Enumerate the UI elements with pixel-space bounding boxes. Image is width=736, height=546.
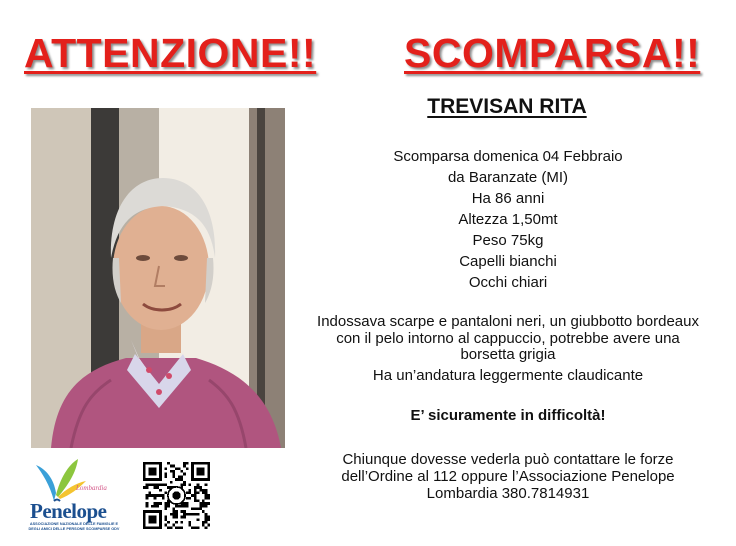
clothing-line: Indossava scarpe e pantaloni neri, un giubbotto bordeaux [317, 313, 699, 330]
headline-attention: ATTENZIONE!! [24, 30, 317, 76]
penelope-logo [24, 455, 124, 540]
logo-subtitle: ASSOCIAZIONE NAZIONALE DELLE FAMIGLIE E DEGLI AMICI DELLE PERSONE SCOMPARSE ODV [28, 522, 120, 531]
logo-name: Penelope [30, 499, 107, 523]
detail-hair: Capelli bianchi [459, 253, 557, 270]
contact-info [300, 451, 716, 502]
detail-missing-date: Scomparsa domenica 04 Febbraio [393, 148, 623, 165]
person-name: TREVISAN RITA [427, 95, 587, 118]
detail-age: Ha 86 anni [471, 190, 545, 207]
qr-code[interactable] [143, 462, 210, 529]
clothing-description [296, 314, 720, 364]
contact-line: dell’Ordine al 112 oppure l’Associazione Penelope [341, 468, 675, 485]
gait-note: Ha un’andatura leggermente claudicante [372, 367, 644, 384]
clothing-line: borsetta grigia [460, 346, 556, 363]
difficulty-note: E’ sicuramente in difficoltà! [410, 407, 606, 424]
headline [0, 30, 736, 80]
detail-height: Altezza 1,50mt [458, 211, 558, 228]
detail-location: da Baranzate (MI) [447, 169, 569, 186]
butterfly-icon [32, 455, 92, 505]
detail-weight: Peso 75kg [472, 232, 544, 249]
details-block [330, 146, 686, 293]
headline-missing: SCOMPARSA!! [404, 30, 701, 76]
contact-line: Lombardia 380.7814931 [426, 485, 590, 502]
missing-person-photo [31, 108, 285, 448]
logo-region: Lombardia [76, 484, 107, 492]
contact-line: Chiunque dovesse vederla può contattare le forze [342, 451, 674, 468]
detail-eyes: Occhi chiari [468, 274, 548, 291]
clothing-line: con il pelo intorno al cappuccio, potrebbe avere una [336, 329, 680, 347]
